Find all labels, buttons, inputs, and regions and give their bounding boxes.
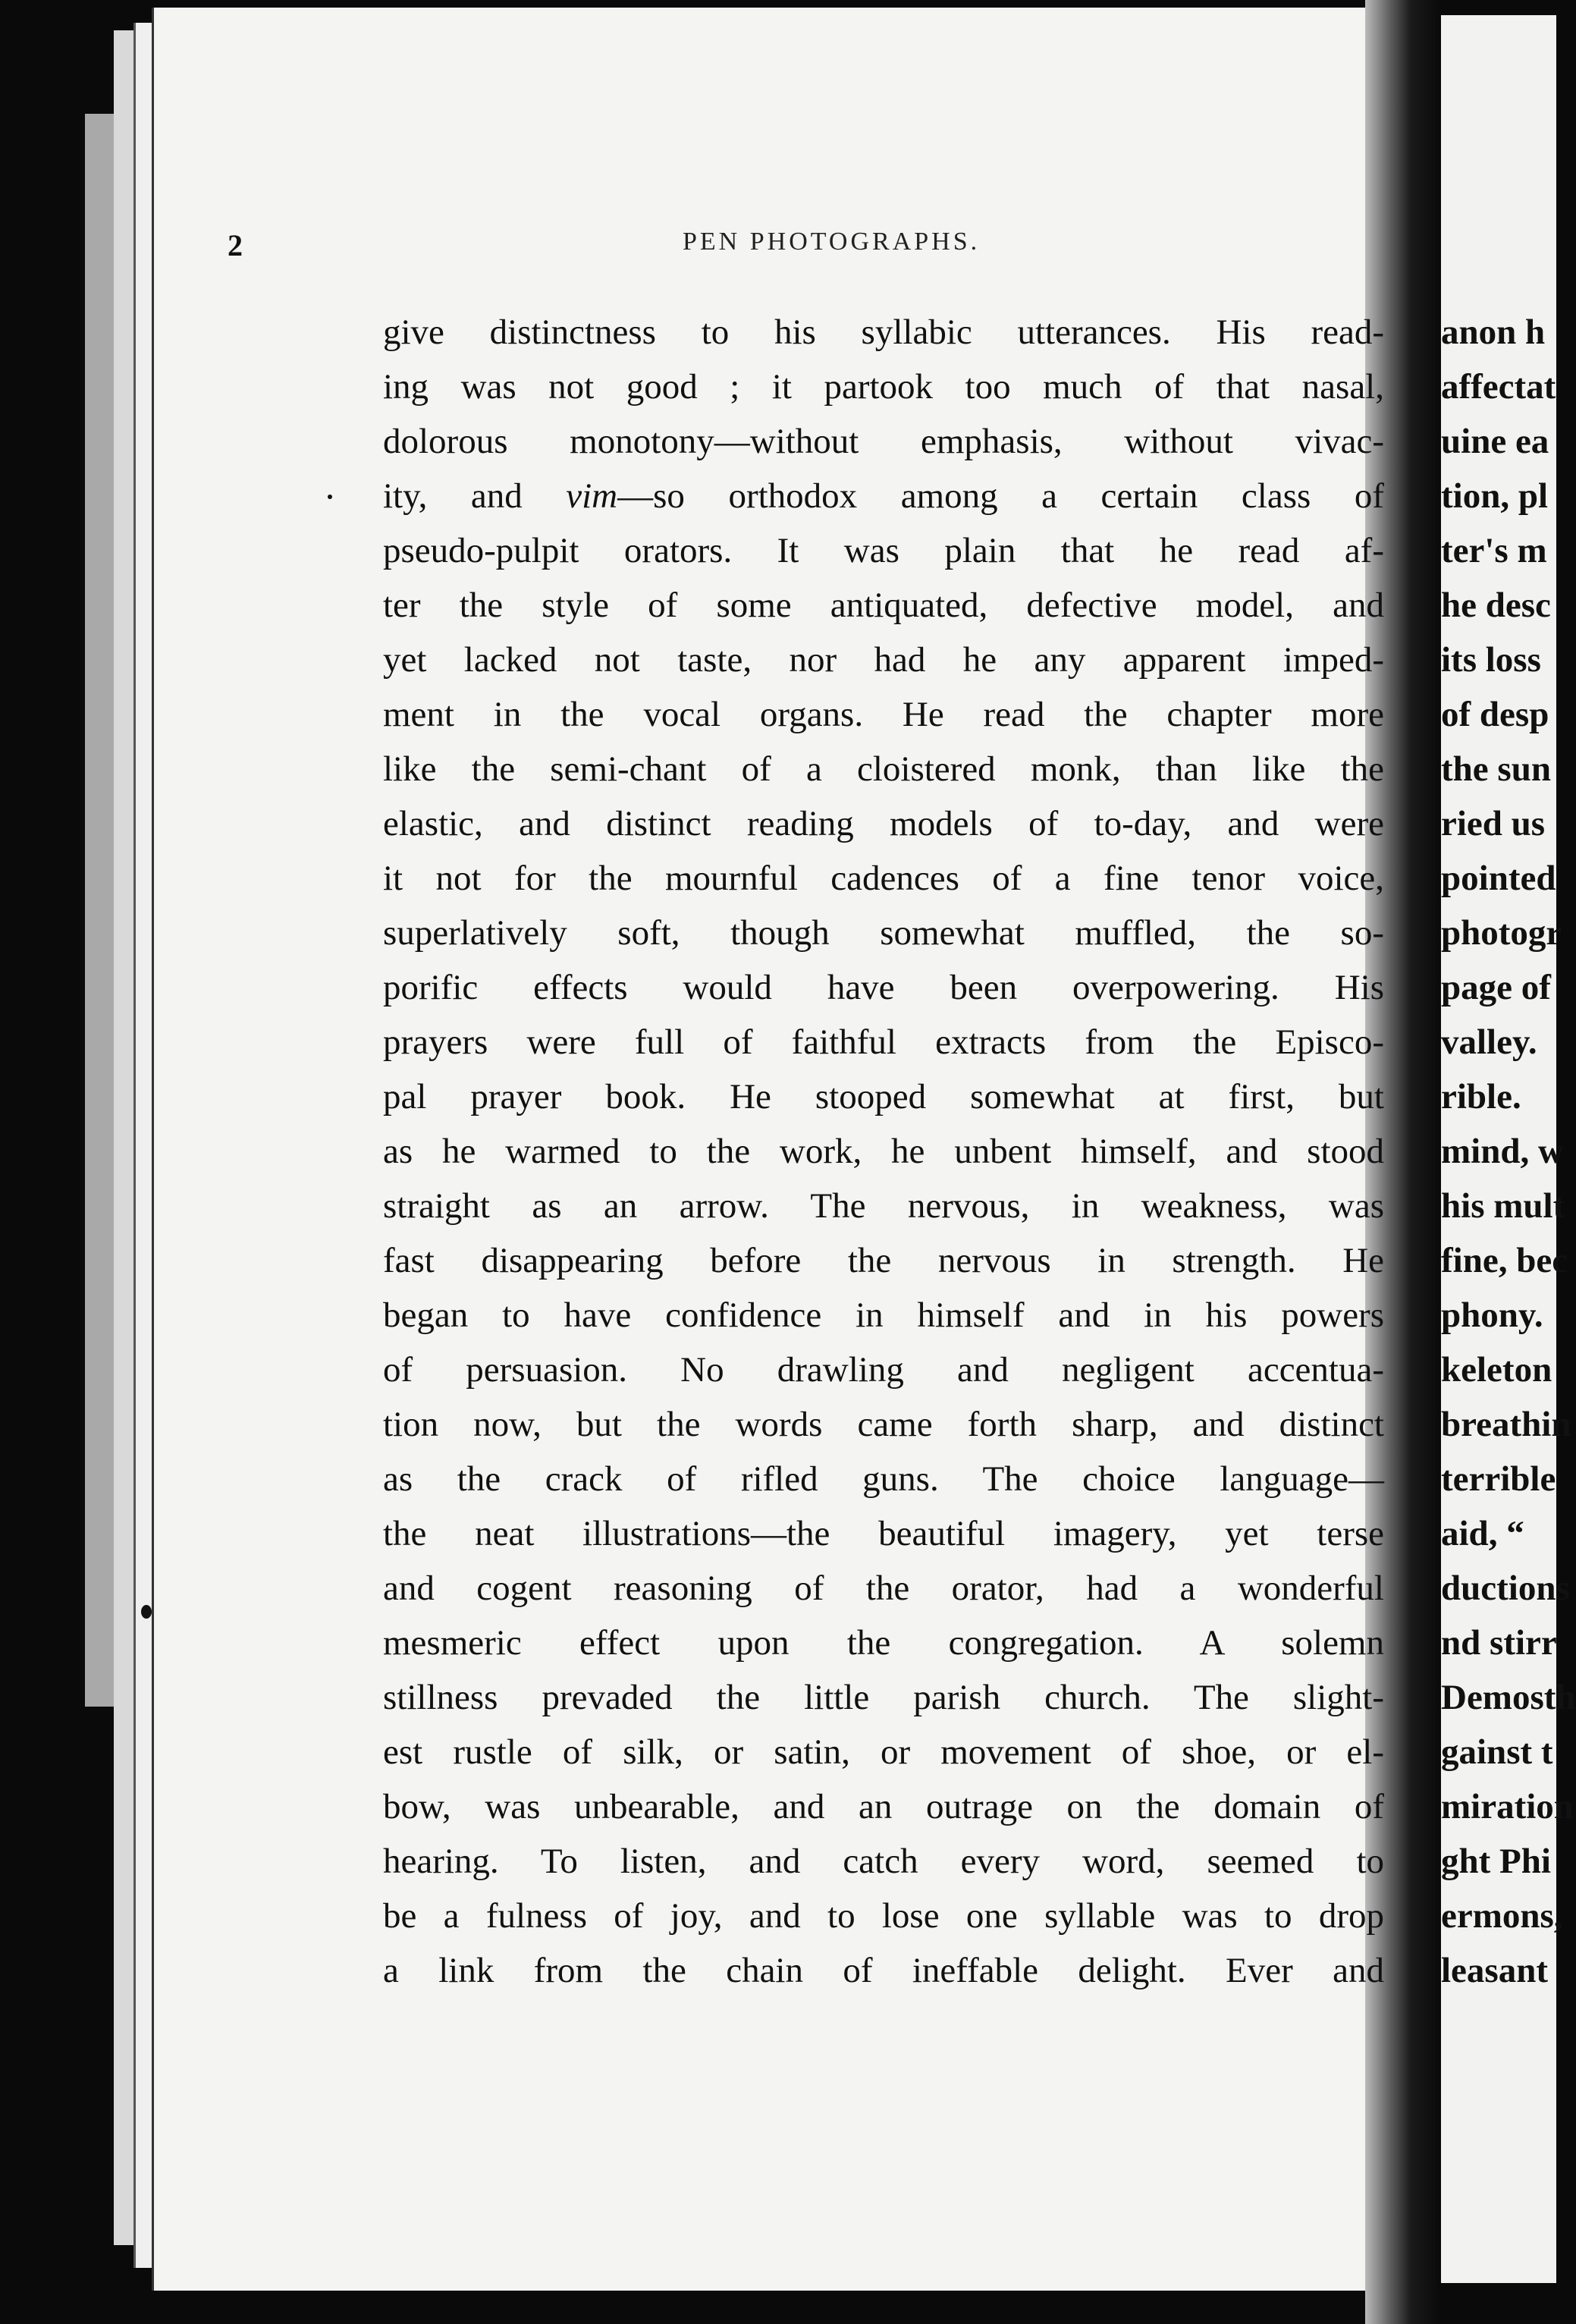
text-line: porific effects would have been overpowering. His [383,968,1384,1007]
facing-text-line: he desc [1441,586,1551,625]
text-line: mesmeric effect upon the congregation. A solemn [383,1623,1384,1663]
facing-text-line: anon h [1441,312,1546,352]
facing-text-line: miration [1441,1787,1574,1826]
facing-text-line: ermons, [1441,1896,1563,1936]
text-line: began to have confidence in himself and in his powers [383,1295,1384,1335]
facing-text-line: ter's m [1441,531,1547,570]
facing-text-line: affectat [1441,367,1556,407]
facing-page-text [1441,305,1576,1998]
facing-text-line: fine, bec [1441,1241,1568,1280]
facing-text-line: nd stirr [1441,1623,1557,1663]
facing-text-line: its loss [1441,640,1541,680]
facing-text-line: uine ea [1441,422,1549,461]
margin-mark [328,495,332,499]
margin-mark [141,1605,152,1619]
text-line: hearing. To listen, and catch every word, seemed to [383,1842,1384,1881]
facing-text-line: of desp [1441,695,1549,734]
text-line: bow, was unbearable, and an outrage on the domain of [383,1787,1384,1826]
text-line: dolorous monotony—without emphasis, without vivac- [383,422,1384,461]
facing-text-line: gainst t [1441,1732,1553,1772]
text-line: stillness prevaded the little parish church. The slight- [383,1678,1384,1717]
facing-text-line: terrible [1441,1459,1556,1499]
text-line: the neat illustrations—the beautiful imagery, yet terse [383,1514,1384,1553]
body-text [383,305,1384,1998]
facing-text-line: page of [1441,968,1551,1007]
facing-text-line: ried us [1441,804,1546,843]
text-line: est rustle of silk, or satin, or movement of shoe, or el- [383,1732,1384,1772]
facing-text-line: photogr [1441,913,1562,953]
facing-text-line: pointed [1441,859,1556,898]
facing-text-line: the sun [1441,749,1551,789]
facing-text-line: rible. [1441,1077,1521,1116]
facing-text-line: his mult [1441,1186,1565,1226]
facing-text-line: valley. [1441,1022,1537,1062]
text-line: as he warmed to the work, he unbent himself, and stood [383,1132,1384,1171]
text-line: pseudo-pulpit orators. It was plain that he read af- [383,531,1384,570]
facing-text-line: Demosth [1441,1678,1576,1717]
text-line: pal prayer book. He stooped somewhat at first, but [383,1077,1384,1116]
facing-text-line: tion, pl [1441,476,1549,516]
text-line: a link from the chain of ineffable delight. Ever and [383,1951,1384,1990]
text-line: fast disappearing before the nervous in strength. He [383,1241,1384,1280]
facing-text-line: aid, “ [1441,1514,1524,1553]
text-line: elastic, and distinct reading models of to-day, and were [383,804,1384,843]
text-line: as the crack of rifled guns. The choice language— [383,1459,1384,1499]
page-header [228,228,1365,273]
facing-text-line: ductions [1441,1569,1570,1608]
facing-text-line: leasant [1441,1951,1548,1990]
text-line: it not for the mournful cadences of a fine tenor voice, [383,859,1384,898]
text-line: ment in the vocal organs. He read the chapter more [383,695,1384,734]
text-line: straight as an arrow. The nervous, in weakness, was [383,1186,1384,1226]
text-line: ter the style of some antiquated, defective model, and [383,586,1384,625]
page-number: 2 [228,228,243,262]
text-line: yet lacked not taste, nor had he any apparent imped- [383,640,1384,680]
text-line: give distinctness to his syllabic utterances. His read- [383,312,1384,352]
text-line: ing was not good ; it partook too much of that nasal, [383,367,1384,407]
text-line: be a fulness of joy, and to lose one syllable was to drop [383,1896,1384,1936]
facing-text-line: breathin [1441,1405,1571,1444]
running-head: PEN PHOTOGRAPHS. [683,228,981,256]
text-line: tion now, but the words came forth sharp, and distinct [383,1405,1384,1444]
facing-text-line: mind, w [1441,1132,1564,1171]
facing-text-line: keleton [1441,1350,1552,1390]
text-line: ity, and vim—so orthodox among a certain class of [383,476,1384,516]
text-line: prayers were full of faithful extracts from the Episco- [383,1022,1384,1062]
text-line: and cogent reasoning of the orator, had a wonderful [383,1569,1384,1608]
text-line: like the semi-chant of a cloistered monk, than like the [383,749,1384,789]
text-line: of persuasion. No drawling and negligent accentua- [383,1350,1384,1390]
facing-text-line: ght Phi [1441,1842,1551,1881]
facing-text-line: phony. [1441,1295,1543,1335]
text-line: superlatively soft, though somewhat muffled, the so- [383,913,1384,953]
